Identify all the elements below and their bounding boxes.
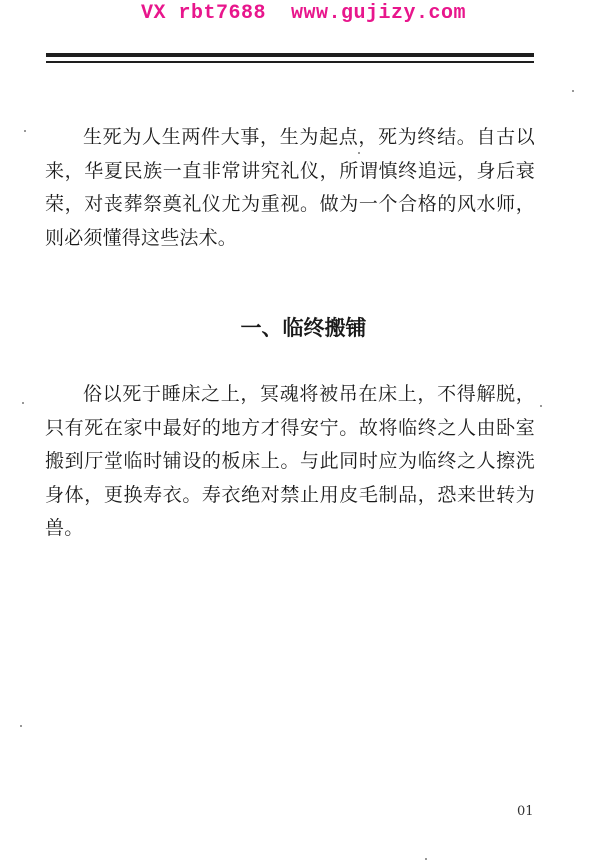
scan-speck xyxy=(24,130,26,132)
page-number: 01 xyxy=(517,804,534,819)
scan-speck xyxy=(572,90,574,92)
body-paragraph: 俗以死于睡床之上，冥魂将被吊在床上，不得解脱，只有死在家中最好的地方才得安宁。故将临终之人由卧室搬到厅堂临时铺设的板床上。与此同时应为临终之人擦洗身体，更换寿衣。寿衣绝对禁止用皮毛制品，恐来世转为兽。 xyxy=(45,383,535,539)
scan-speck xyxy=(22,402,24,404)
watermark-header: VX rbt7688 www.gujizy.com xyxy=(140,2,467,25)
intro-paragraph: 生死为人生两件大事，生为起点，死为终结。自古以来，华夏民族一直非常讲究礼仪，所谓慎终追远，身后衰荣，对丧葬祭奠礼仪尤为重视。做为一个合格的风水师，则必须懂得这些法术。 xyxy=(45,126,535,249)
scan-speck xyxy=(358,152,360,154)
scan-speck xyxy=(20,725,22,727)
scan-speck xyxy=(425,858,427,860)
header-rule-thin xyxy=(46,61,534,63)
header-rule-thick xyxy=(46,53,534,57)
section-heading: 一、临终搬铺 xyxy=(240,316,367,340)
scan-speck xyxy=(540,405,542,407)
